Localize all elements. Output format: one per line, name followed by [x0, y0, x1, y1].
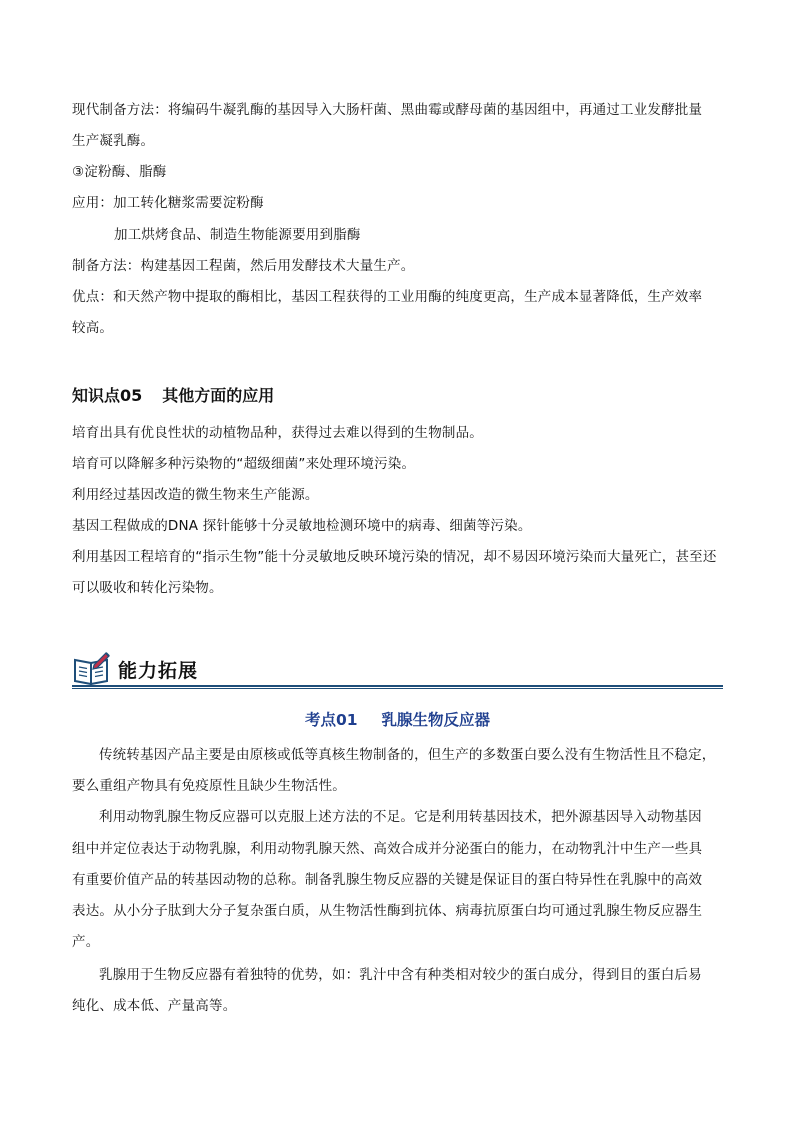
text-line: 制备方法：构建基因工程菌，然后用发酵技术大量生产。: [72, 258, 415, 274]
text-line: 基因工程做成的DNA 探针能够十分灵敏地检测环境中的病毒、细菌等污染。: [72, 518, 532, 534]
banner-title: 能力拓展: [118, 660, 199, 682]
divider: [72, 685, 723, 687]
list-item-heading: ③淀粉酶、脂酶: [72, 164, 167, 180]
exam-point-title: [72, 708, 723, 730]
exam-point-label: 考点01: [304, 711, 358, 729]
text-line: 培育出具有优良性状的动植物品种，获得过去难以得到的生物制品。: [72, 425, 483, 441]
paragraph-line: 乳腺用于生物反应器有着独特的优势，如：乳汁中含有种类相对较少的蛋白成分，得到目的蛋白后易: [99, 967, 702, 983]
text-line: 优点：和天然产物中提取的酶相比，基因工程获得的工业用酶的纯度更高，生产成本显著降低，生产效率: [72, 289, 703, 305]
section-heading: [72, 386, 274, 406]
paragraph-line: 组中并定位表达于动物乳腺，利用动物乳腺天然、高效合成并分泌蛋白的能力，在动物乳汁中生产一些具: [72, 841, 703, 857]
section-heading-title: 其他方面的应用: [162, 386, 275, 405]
text-line: 加工烘烤食品、制造生物能源要用到脂酶: [114, 227, 361, 243]
text-line: 生产凝乳酶。: [72, 133, 155, 149]
text-line: 培育可以降解多种污染物的“超级细菌”来处理环境污染。: [72, 456, 416, 472]
paragraph-line: 要么重组产物具有免疫原性且缺少生物活性。: [72, 778, 346, 794]
paragraph-line: 有重要价值产品的转基因动物的总称。制备乳腺生物反应器的关键是保证目的蛋白特异性在乳腺中的高效: [72, 872, 703, 888]
text-line: 现代制备方法：将编码牛凝乳酶的基因导入大肠杆菌、黑曲霉或酵母菌的基因组中，再通过工业发酵批量: [72, 102, 703, 118]
text-line: 利用基因工程培育的“指示生物”能十分灵敏地反映环境污染的情况，却不易因环境污染而大量死亡，甚至还: [72, 549, 717, 565]
open-book-pen-icon: [72, 650, 112, 686]
paragraph-line: 产。: [72, 934, 100, 950]
paragraph-line: 表达。从小分子肽到大分子复杂蛋白质，从生物活性酶到抗体、病毒抗原蛋白均可通过乳腺生物反应器生: [72, 903, 703, 919]
text-line: 利用经过基因改造的微生物来生产能源。: [72, 487, 319, 503]
paragraph-line: 传统转基因产品主要是由原核或低等真核生物制备的，但生产的多数蛋白要么没有生物活性且不稳定，: [99, 747, 716, 763]
paragraph-line: 纯化、成本低、产量高等。: [72, 998, 237, 1014]
divider: [72, 688, 723, 689]
paragraph-line: 利用动物乳腺生物反应器可以克服上述方法的不足。它是利用转基因技术，把外源基因导入动物基因: [99, 809, 702, 825]
exam-point-name: 乳腺生物反应器: [381, 711, 491, 729]
section-heading-label: 知识点05: [72, 386, 143, 405]
text-line: 应用：加工转化糖浆需要淀粉酶: [72, 195, 264, 211]
section-banner: [72, 648, 723, 688]
text-line: 可以吸收和转化污染物。: [72, 580, 223, 596]
text-line: 较高。: [72, 320, 114, 336]
